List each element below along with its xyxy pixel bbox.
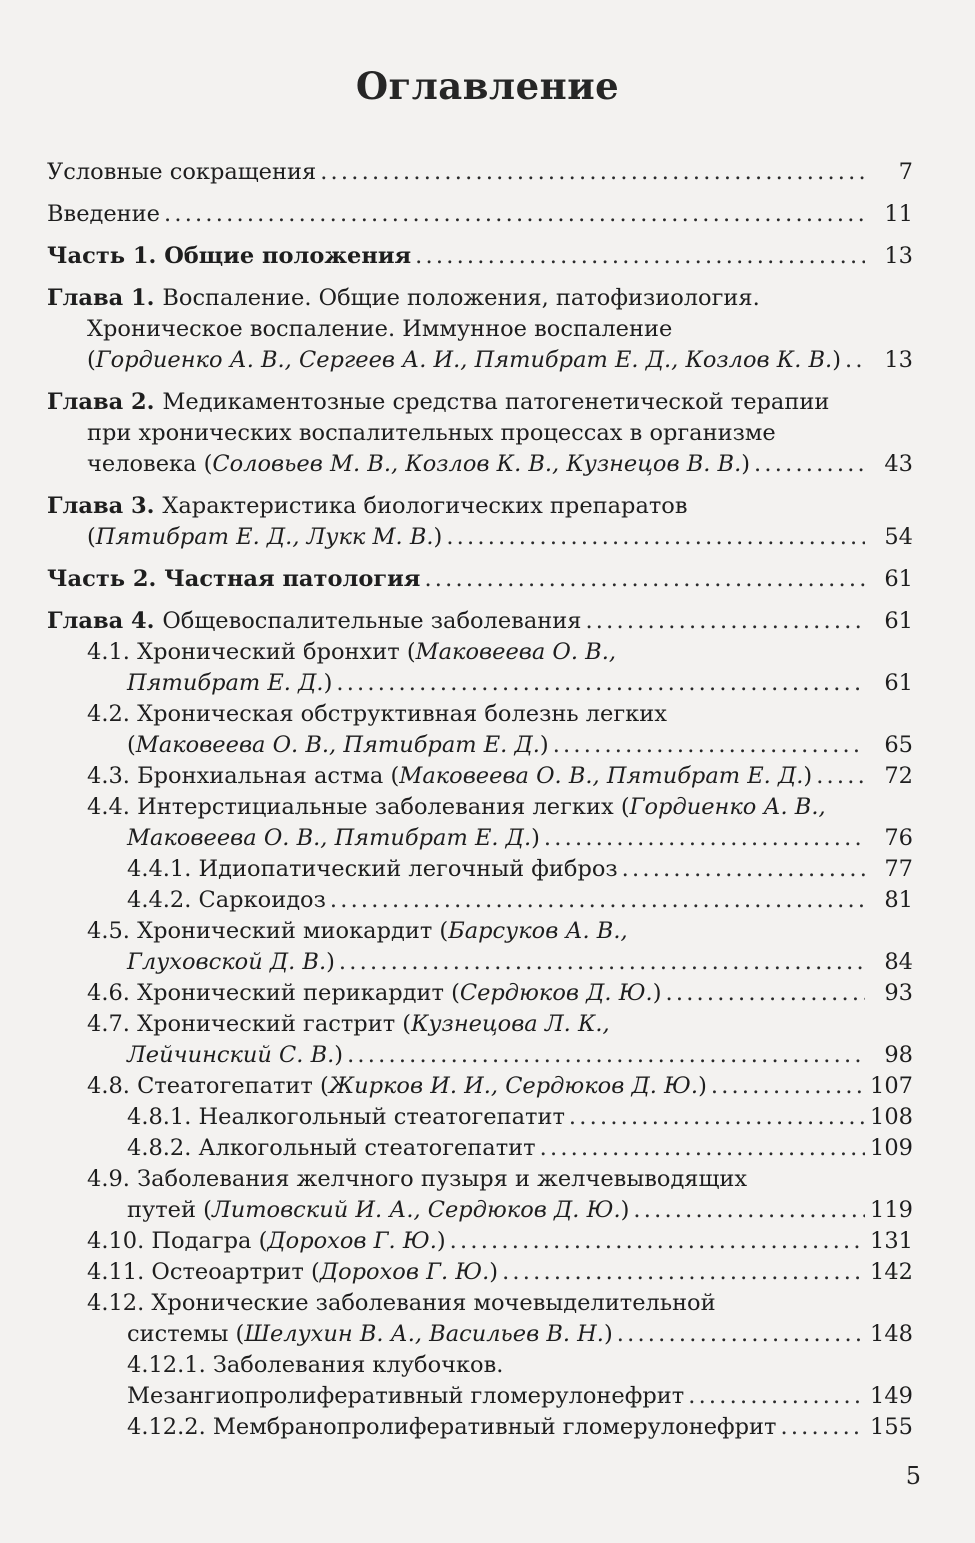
toc-entry-text-part: системы (	[127, 1321, 245, 1347]
toc-entry	[0, 884, 975, 916]
toc-entry	[0, 822, 975, 854]
toc-entry	[0, 946, 975, 978]
dot-leader	[816, 760, 865, 792]
toc-entry	[0, 1380, 975, 1412]
toc-entry	[0, 386, 975, 418]
toc-entry-text	[47, 605, 865, 637]
toc-entry-text-part: )	[698, 1073, 707, 1099]
toc-entry-text-part: 4.10. Подагра (	[87, 1228, 268, 1254]
dot-leader	[617, 1318, 865, 1350]
toc-page-number: 131	[870, 1228, 913, 1254]
toc-entry-text	[127, 729, 865, 761]
toc-entry-text-part: Жирков И. И., Сердюков Д. Ю.	[328, 1073, 699, 1099]
dot-leader	[339, 946, 865, 978]
dot-leader	[553, 729, 865, 761]
toc-entry-text	[127, 1194, 865, 1226]
toc-entry-text	[47, 240, 865, 272]
toc-entry-text-part: )	[323, 670, 333, 696]
toc-page-number: 119	[870, 1197, 913, 1223]
toc-page-number: 107	[870, 1073, 913, 1099]
toc-entry-text	[87, 915, 628, 947]
toc-entry-text-part: 4.3. Бронхиальная астма (	[87, 763, 400, 789]
toc-entry-text	[47, 198, 865, 230]
toc-page-number: 65	[884, 732, 913, 758]
toc-page-number: 81	[884, 887, 913, 913]
toc-entry	[0, 240, 975, 272]
toc-entry-text	[87, 698, 667, 730]
toc-page-number: 76	[884, 825, 913, 851]
toc-entry	[0, 667, 975, 699]
toc-entry	[0, 760, 975, 792]
toc-entry	[0, 1287, 975, 1319]
toc-entry-text	[127, 1132, 865, 1164]
toc-entry-text-part: Пятибрат Е. Д.	[127, 670, 324, 696]
toc-entry-text	[87, 344, 865, 376]
toc-entry-text-part: при хронических воспалительных процессах в организме	[87, 420, 776, 446]
toc-entry-text-part: Условные сокращения	[47, 159, 317, 185]
toc-entry-text	[47, 282, 760, 314]
toc-entry-text	[127, 1318, 865, 1350]
toc-entry-text-part: (	[87, 347, 96, 373]
toc-entry-text	[87, 760, 865, 792]
toc-page-number: 61	[884, 566, 913, 592]
toc-entry	[0, 636, 975, 668]
toc-entry-text	[87, 1008, 610, 1040]
toc-entry-text	[127, 946, 865, 978]
toc-entry	[0, 282, 975, 314]
toc-entry-text-part: Пятибрат Е. Д., Лукк М. В.	[95, 524, 434, 550]
toc-entry	[0, 729, 975, 761]
toc-entry-text-part: Дорохов Г. Ю.	[267, 1228, 437, 1254]
page-title: Оглавление	[355, 64, 620, 108]
toc-entry-text	[47, 386, 829, 418]
toc-entry-text-part: 4.7. Хронический гастрит (	[87, 1011, 412, 1037]
toc-entry	[0, 977, 975, 1009]
toc-entry-text	[87, 791, 826, 823]
toc-entry	[0, 1163, 975, 1195]
toc-entry	[0, 1132, 975, 1164]
toc-entry-text-part: Хроническое воспаление. Иммунное воспаление	[87, 316, 673, 342]
toc-entry	[0, 563, 975, 595]
toc-entry-text	[127, 853, 865, 885]
toc-page-number: 13	[884, 347, 913, 373]
toc-entry-text-part: Медикаментозные средства патогенетической терапии	[162, 389, 830, 415]
toc-entry	[0, 198, 975, 230]
toc-entry-text-part: 4.8.1. Неалкогольный стеатогепатит	[127, 1104, 565, 1130]
toc-entry-text	[87, 521, 865, 553]
toc-page-number: 149	[870, 1383, 913, 1409]
toc-entry-text-part: 4.8.2. Алкогольный стеатогепатит	[127, 1135, 536, 1161]
toc-entry-text-part: 4.12. Хронические заболевания мочевыделительной	[87, 1290, 716, 1316]
toc-entry-text	[127, 822, 865, 854]
toc-entry-text-part: Маковеева О. В., Пятибрат Е. Д.	[135, 732, 540, 758]
dot-leader	[544, 822, 865, 854]
toc-entry-text-part: )	[436, 1228, 446, 1254]
toc-entry-text	[47, 490, 688, 522]
toc-entry-text-part: )	[652, 980, 662, 1006]
toc-entry	[0, 791, 975, 823]
toc-entry-text	[87, 1256, 865, 1288]
toc-entry-text	[87, 977, 865, 1009]
toc-entry-text-part: 4.8. Стеатогепатит (	[87, 1073, 329, 1099]
toc-entry-text	[87, 636, 616, 668]
toc-page-number: 72	[884, 763, 913, 789]
toc-entry-text-part: (	[87, 524, 96, 550]
toc-entry	[0, 1070, 975, 1102]
toc-entry	[0, 417, 975, 449]
toc-entry-text-part: Глуховской Д. В.	[127, 949, 327, 975]
toc-entry-text-part: )	[539, 732, 549, 758]
toc-page-number: 43	[884, 451, 913, 477]
toc-entry-text	[127, 667, 865, 699]
toc-entry-text-part: Часть 2. Частная патология	[47, 566, 421, 592]
toc-entry-text-part: человека (	[87, 451, 213, 477]
toc-entry-text-part: Часть 1. Общие положения	[47, 243, 412, 269]
toc-page-number: 109	[870, 1135, 913, 1161]
toc-entry-text-part: Соловьев М. В., Козлов К. В., Кузнецов В. В.	[212, 451, 742, 477]
dot-leader	[666, 977, 866, 1009]
toc-entry-text-part: Лейчинский С. В.	[127, 1042, 335, 1068]
toc-entry-text-part: 4.5. Хронический миокардит (	[87, 918, 449, 944]
toc-entry-text-part: Гордиенко А. В., Сергеев А. И., Пятибрат Е. Д., Козлов К. В.	[95, 347, 833, 373]
toc-entry-text-part: 4.1. Хронический бронхит (	[87, 639, 416, 665]
toc-entry-text	[127, 884, 865, 916]
toc-entry-text-part: Кузнецова Л. К.,	[411, 1011, 610, 1037]
toc-page-number: 93	[884, 980, 913, 1006]
dot-leader	[754, 448, 865, 480]
toc-entry-text-part: Маковеева О. В., Пятибрат Е. Д.	[127, 825, 532, 851]
toc-entry-text-part: 4.2. Хроническая обструктивная болезнь легких	[87, 701, 667, 727]
toc-entry-text	[127, 1349, 503, 1381]
toc-entry-text-part: Маковеева О. В.,	[415, 639, 617, 665]
dot-leader	[633, 1194, 865, 1226]
toc-entry	[0, 698, 975, 730]
toc-entry-text-part: Глава 1.	[47, 285, 163, 311]
dot-leader	[320, 156, 865, 188]
dot-leader	[780, 1411, 865, 1443]
toc-page-number: 11	[884, 201, 913, 227]
toc-entry-text	[87, 313, 672, 345]
toc-entry-text	[87, 1225, 865, 1257]
toc-entry-text-part: 4.4.1. Идиопатический легочный фиброз	[127, 856, 618, 882]
toc-entry	[0, 521, 975, 553]
toc-page-number: 61	[884, 670, 913, 696]
toc-entry-text-part: Характеристика биологических препаратов	[162, 493, 688, 519]
toc-page-number: 108	[870, 1104, 913, 1130]
toc-entry-text-part: (	[127, 732, 136, 758]
dot-leader	[845, 344, 865, 376]
toc-entry	[0, 1256, 975, 1288]
toc-entry-text-part: )	[489, 1259, 499, 1285]
toc-entry-text-part: 4.4. Интерстициальные заболевания легких (	[87, 794, 630, 820]
toc-entry-text-part: )	[433, 524, 443, 550]
toc-page-number: 155	[870, 1414, 913, 1440]
toc-entry-text-part: Мезангиопролиферативный гломерулонефрит	[127, 1383, 685, 1409]
toc-entry	[0, 313, 975, 345]
toc-entry-text	[127, 1380, 865, 1412]
toc-entry-text-part: )	[603, 1321, 613, 1347]
toc-entry	[0, 448, 975, 480]
toc-entry	[0, 1101, 975, 1133]
toc-entry-text-part: Воспаление. Общие положения, патофизиология.	[162, 285, 760, 311]
toc-entry-text-part: Литовский И. А., Сердюков Д. Ю.	[211, 1197, 621, 1223]
toc-entry-text-part: Гордиенко А. В.,	[629, 794, 826, 820]
toc-page-number: 7	[898, 159, 913, 185]
toc-page-number: 148	[870, 1321, 913, 1347]
toc-entry-text-part: )	[326, 949, 335, 975]
dot-leader	[336, 667, 865, 699]
toc-entry-text-part: путей (	[127, 1197, 212, 1223]
toc-entry-text-part: Глава 4.	[47, 608, 163, 634]
toc-entry-text-part: Введение	[47, 201, 160, 227]
toc-entry-text	[127, 1411, 865, 1443]
dot-leader	[569, 1101, 865, 1133]
page-number: 5	[905, 1462, 921, 1490]
dot-leader	[622, 853, 865, 885]
toc-entry-text-part: Дорохов Г. Ю.	[319, 1259, 490, 1285]
toc-entry-text-part: 4.9. Заболевания желчного пузыря и желчевыводящих	[87, 1166, 748, 1192]
toc-entry	[0, 156, 975, 188]
dot-leader	[540, 1132, 865, 1164]
toc-page-number: 142	[870, 1259, 913, 1285]
toc-entry	[0, 915, 975, 947]
dot-leader	[424, 563, 865, 595]
toc-entry-text-part: Шелухин В. А., Васильев В. Н.	[244, 1321, 604, 1347]
toc-entry-text	[47, 156, 865, 188]
toc-entry	[0, 1411, 975, 1443]
toc-page-number: 61	[884, 608, 913, 634]
toc-entry-text-part: )	[803, 763, 813, 789]
toc-entry	[0, 490, 975, 522]
toc-page-number: 77	[884, 856, 913, 882]
toc-entry	[0, 1194, 975, 1226]
toc-entry-text-part: Маковеева О. В., Пятибрат Е. Д.	[399, 763, 804, 789]
toc-entry-text	[127, 1039, 865, 1071]
toc-entry-text-part: )	[531, 825, 540, 851]
toc-entry-text-part: 4.12.1. Заболевания клубочков.	[127, 1352, 504, 1378]
toc-entry	[0, 1318, 975, 1350]
dot-leader	[450, 1225, 865, 1257]
toc-entry	[0, 1039, 975, 1071]
toc-entry	[0, 853, 975, 885]
toc-entry-text-part: 4.6. Хронический перикардит (	[87, 980, 460, 1006]
toc-entry-text	[87, 1070, 865, 1102]
toc-entry	[0, 1008, 975, 1040]
toc-page-number: 98	[884, 1042, 913, 1068]
toc-entry-text-part: )	[620, 1197, 630, 1223]
toc-entry	[0, 1349, 975, 1381]
dot-leader	[688, 1380, 865, 1412]
toc-entry	[0, 1225, 975, 1257]
dot-leader	[164, 198, 865, 230]
toc-entry-text-part: Глава 3.	[47, 493, 163, 519]
toc-entry-text-part: 4.12.2. Мембранопролиферативный гломерулонефрит	[127, 1414, 777, 1440]
dot-leader	[711, 1070, 865, 1102]
dot-leader	[502, 1256, 865, 1288]
toc-entry-text	[127, 1101, 865, 1133]
toc-entry-text-part: 4.4.2. Саркоидоз	[127, 887, 326, 913]
toc-entry-text-part: Глава 2.	[47, 389, 163, 415]
toc-entry	[0, 605, 975, 637]
toc-entry-text	[87, 417, 776, 449]
dot-leader	[415, 240, 865, 272]
toc-page-number: 13	[884, 243, 913, 269]
dot-leader	[347, 1039, 865, 1071]
toc-entry-text	[87, 1287, 716, 1319]
dot-leader	[330, 884, 865, 916]
toc-entry-text-part: Сердюков Д. Ю.	[459, 980, 653, 1006]
toc-entry-text-part: )	[832, 347, 841, 373]
toc-entry-text	[87, 1163, 747, 1195]
toc-entry-text-part: 4.11. Остеоартрит (	[87, 1259, 320, 1285]
toc-entry	[0, 344, 975, 376]
toc-entry-text	[87, 448, 865, 480]
toc-entry-text-part: )	[741, 451, 751, 477]
toc-entry-text	[47, 563, 865, 595]
dot-leader	[585, 605, 865, 637]
toc-page-number: 54	[884, 524, 913, 550]
toc-entry-text-part: )	[334, 1042, 344, 1068]
toc-entry-text-part: Общевоспалительные заболевания	[162, 608, 582, 634]
toc-entry-text-part: Барсуков А. В.,	[448, 918, 628, 944]
dot-leader	[446, 521, 865, 553]
toc-page-number: 84	[884, 949, 913, 975]
